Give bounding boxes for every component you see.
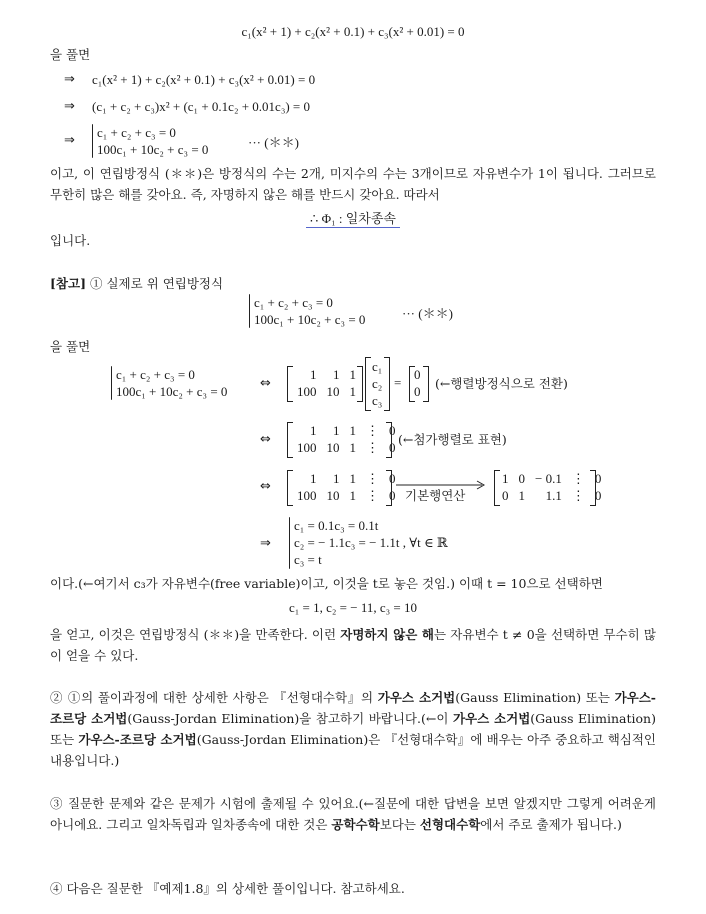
augmented-matrix-1 [292,422,401,456]
point-3-text-c: 보다는 [379,817,420,832]
point-2-text-a: ② ①의 풀이과정에 대한 상세한 사항은 『선형대수학』의 [50,690,378,705]
augmented-matrix-2 [292,470,401,504]
point-2-text-e: (Gauss Elimination) 또는 [50,711,656,747]
aug-1-cell: 100 [297,439,317,455]
vector-c-cell: c₂ [372,375,383,391]
paragraph-3-text-b: 는 자유변수 t ≠ 0을 선택하면 무수히 많이 얻을 수 있다. [50,627,656,663]
solution-line-2: c₂ = − 1.1c₃ = − 1.1t , ∀t ∈ ℝ [294,535,448,550]
point-2-bold-1: 가우스 소거법 [377,690,456,705]
example-solution: c₁ = 1, c₂ = − 11, c₃ = 10 [288,600,417,615]
reference-1-intro: ① 실제로 위 연립방정식 [89,276,224,291]
point-2-bold-3: 가우스 소거법 [452,711,531,726]
point-3-bold-1: 공학수학 [331,817,380,832]
implies-arrow-4: ⇒ [260,536,271,551]
matrix-a-cell: 1 [333,366,340,382]
matrix-a-cell: 10 [326,383,340,399]
note-matrix-equation: (←행렬방정식으로 전환) [435,376,568,391]
system-2-line-1: c₁ + c₂ + c₃ = 0 [254,295,333,310]
aug-2-cell: 1 [333,470,340,486]
aug-1-cell: ⋮ [366,439,379,455]
step-2: (c₁ + c₂ + c₃)x² + (c₁ + 0.1c₂ + 0.01c₃) = 0 [92,99,311,114]
point-3 [50,793,656,835]
vector-zero-cell: 0 [414,383,421,399]
aug-2-cell: ⋮ [366,487,379,503]
rref-cell: 0 [502,487,509,503]
system-1-line-2: 100c₁ + 10c₂ + c₃ = 0 [97,142,209,157]
aug-1-cell: 1 [333,422,340,438]
implies-arrow-2: ⇒ [64,99,75,114]
system-3-line-1: c₁ + c₂ + c₃ = 0 [116,367,195,382]
system-3 [116,366,227,400]
point-3-text-a: ③ 질문한 문제와 같은 문제가 시험에 출제될 수 있어요.(←질문에 대한 답변을 보면 알겠지만 그렇게 어려운게 아니에요. 그리고 일차독립과 일차종속에 대한 것은 [50,796,656,832]
point-3-text-d: 에서 주로 출제가 됩니다.) [480,817,622,832]
aug-1-cell: 1 [349,439,356,455]
brace-1 [92,124,93,158]
paragraph-3-text-a: 을 얻고, 이것은 연립방정식 (＊＊)을 만족한다. 이런 [50,627,341,642]
system-1 [97,124,208,158]
aug-1-cell: 10 [326,439,340,455]
rref-cell: 0 [594,487,602,503]
aug-2-cell: 10 [326,487,340,503]
rref-right-bracket [590,470,596,506]
paragraph-1: 이고, 이 연립방정식 (＊＊)은 방정식의 수는 2개, 미지수의 수는 3개이므로 자유변수가 1이 됩니다. 그러므로 무한히 많은 해를 갖아요. 즉, 자명하지 않은 해를 반드시 갖아요. 따라서 [50,166,656,202]
vector-c-right-bracket [384,357,390,411]
implies-arrow-1: ⇒ [64,72,75,87]
step-1: c₁(x² + 1) + c₂(x² + 0.1) + c₃(x² + 0.01) = 0 [92,72,316,87]
rref-cell: 0 [518,470,525,486]
matrix-a-cell: 100 [297,383,317,399]
system-1-line-1: c₁ + c₂ + c₃ = 0 [97,125,176,140]
top-equation: c₁(x² + 1) + c₂(x² + 0.1) + c₃(x² + 0.01) = 0 [241,24,465,39]
aug-2-cell: 0 [389,487,396,503]
aug-2-cell: 100 [297,487,317,503]
solution-line-1: c₁ = 0.1c₃ = 0.1t [294,518,379,533]
brace-4 [289,517,290,569]
matrix-a-right-bracket [357,366,363,402]
point-2-bold-4: 가우스-조르당 소거법 [78,732,197,747]
brace-2 [249,294,250,328]
point-2-text-d: (Gauss-Jordan Elimination)을 참고하기 바랍니다.(←이 [127,711,453,726]
iff-arrow-2: ⇔ [260,432,271,447]
reference-heading [50,273,223,294]
rref-cell: 0 [594,470,602,486]
point-3-bold-2: 선형대수학 [419,817,481,832]
imnida-text: 입니다. [50,233,91,248]
paragraph-3-bold: 자명하지 않은 해 [340,627,434,642]
matrix-a [292,366,361,400]
aug-2-cell: 1 [310,470,317,486]
aug-2-right-bracket [386,470,392,506]
paragraph-2: 이다.(←여기서 c₃가 자유변수(free variable)이고, 이것을 t로 놓은 것임.) 이때 t = 10으로 선택하면 [50,576,603,591]
aug-1-cell: 0 [389,422,396,438]
aug-1-right-bracket [386,422,392,458]
iff-arrow-1: ⇔ [260,376,271,391]
conclusion-wrap [0,208,706,227]
point-2-text-f: (Gauss-Jordan Elimination)은 『선형대수학』에 배우는 아주 중요하고 핵심적인 내용입니다.) [50,732,656,768]
aug-2-cell: 1 [349,487,356,503]
aug-1-cell: 1 [349,422,356,438]
matrix-a-cell: 1 [310,366,317,382]
paragraph-3 [50,624,656,666]
matrix-a-cell: 1 [349,383,356,399]
system-3-line-2: 100c₁ + 10c₂ + c₃ = 0 [116,384,228,399]
aug-1-cell: ⋮ [366,422,379,438]
rref-cell: 1 [502,470,509,486]
system-2-tag: ··· (＊＊) [402,306,453,321]
vector-z-right-bracket [423,366,429,402]
equals-sign: = [394,375,402,390]
rref-cell: ⋮ [571,470,585,486]
point-2-bold-2: 가우스-조르당 소거법 [50,690,656,726]
matrix-a-cell: 1 [349,366,356,382]
iff-arrow-3: ⇔ [260,479,271,494]
solution-system [294,517,448,568]
aug-2-cell: ⋮ [366,470,379,486]
point-2-text-c: (Gauss Elimination) 또는 [455,690,615,705]
conclusion: ∴ Φ₁ : 일차종속 [306,211,400,228]
rref-cell: 1.1 [545,487,562,503]
rref-cell: − 0.1 [535,470,562,486]
rref-cell: 1 [518,487,525,503]
vector-c-cell: c₃ [372,392,383,408]
vector-zero-cell: 0 [414,366,421,382]
vector-c-cell: c₁ [372,358,383,374]
system-2-line-2: 100c₁ + 10c₂ + c₃ = 0 [254,312,366,327]
point-4: ④ 다음은 질문한 『예제1.8』의 상세한 풀이입니다. 참고하세요. [50,881,405,896]
system-2 [254,294,365,328]
brace-3 [111,366,112,400]
note-augmented: (←첨가행렬로 표현) [398,432,507,447]
solve-text-1: 을 풀면 [50,47,91,62]
point-2 [50,687,656,771]
solution-line-3: c₃ = t [294,552,322,567]
aug-1-cell: 1 [310,422,317,438]
reference-label: [참고] [50,276,86,291]
aug-2-cell: 0 [389,470,396,486]
rref-cell: ⋮ [571,487,585,503]
implies-arrow-3: ⇒ [64,133,75,148]
system-1-tag: ··· (＊＊) [248,135,299,150]
row-operation-label: 기본행연산 [405,488,466,503]
aug-1-cell: 0 [389,439,396,455]
solve-text-2: 을 풀면 [50,339,91,354]
aug-2-cell: 1 [349,470,356,486]
